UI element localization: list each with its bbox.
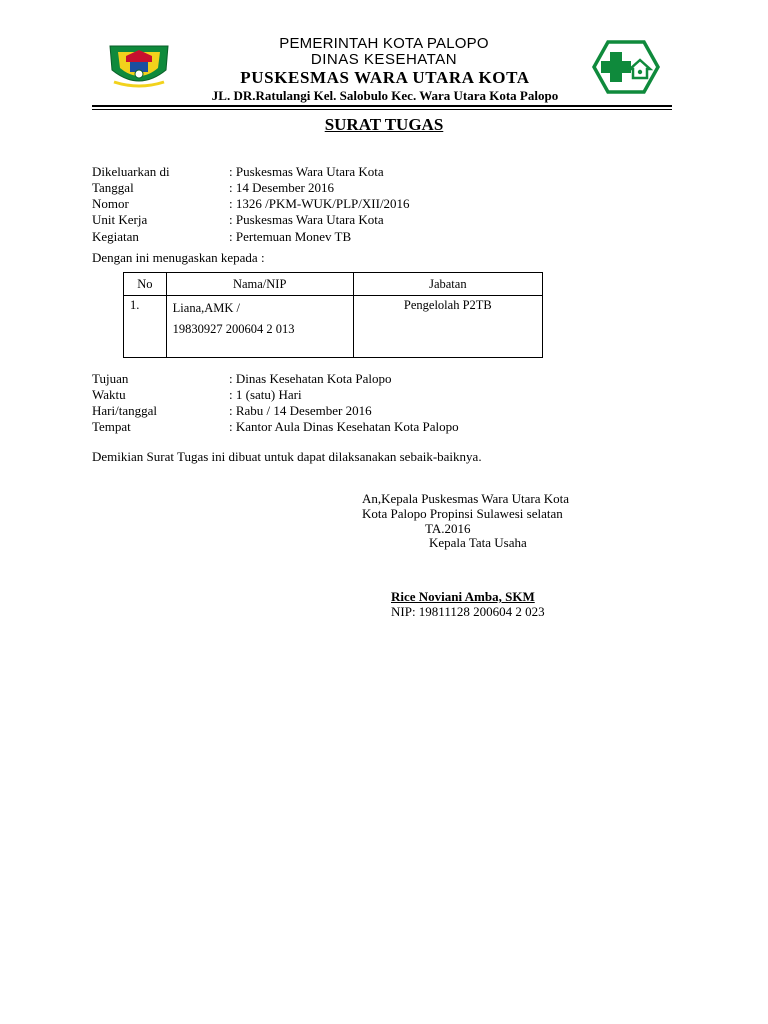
- info-label-unit: Unit Kerja: [92, 212, 148, 227]
- header-divider-thick: [92, 105, 672, 107]
- closing-statement: Demikian Surat Tugas ini dibuat untuk dapat dilaksanakan sebaik-baiknya.: [92, 449, 482, 464]
- table-row: [124, 296, 543, 358]
- puskesmas-cross-house-icon: [592, 40, 660, 94]
- assignee-name: Liana,AMK /: [172, 301, 241, 315]
- info-label-activity: Kegiatan: [92, 229, 139, 244]
- column-header-no: No: [124, 273, 167, 296]
- detail-value-destination: : Dinas Kesehatan Kota Palopo: [229, 371, 392, 386]
- signature-fiscal-year: TA.2016: [425, 521, 471, 536]
- header-government: PEMERINTAH KOTA PALOPO: [279, 35, 489, 52]
- info-value-number: : 1326 /PKM-WUK/PLP/XII/2016: [229, 196, 410, 211]
- info-label-number: Nomor: [92, 196, 129, 211]
- assignment-table: [123, 272, 543, 358]
- signatory-name: Rice Noviani Amba, SKM: [391, 589, 535, 604]
- signatory-nip: NIP: 19811128 200604 2 023: [391, 604, 545, 619]
- column-header-name: Nama/NIP: [166, 273, 353, 296]
- cell-position: [353, 296, 542, 358]
- info-value-activity: : Pertemuan Monev TB: [229, 229, 352, 244]
- header-institution: PUSKESMAS WARA UTARA KOTA: [240, 68, 530, 87]
- cell-no: [124, 296, 167, 358]
- document-title: SURAT TUGAS: [324, 115, 444, 134]
- info-label-issued: Dikeluarkan di: [92, 164, 170, 179]
- assignment-intro: Dengan ini menugaskan kepada :: [92, 250, 265, 265]
- column-header-position: Jabatan: [353, 273, 542, 296]
- assignee-position: Pengelolah P2TB: [403, 298, 492, 312]
- signature-title-line1: An,Kepala Puskesmas Wara Utara Kota: [362, 491, 570, 506]
- detail-value-place: : Kantor Aula Dinas Kesehatan Kota Palopo: [229, 419, 459, 434]
- detail-label-place: Tempat: [92, 419, 131, 434]
- detail-value-day-date: : Rabu / 14 Desember 2016: [229, 403, 372, 418]
- cell-name-nip: [166, 296, 353, 358]
- detail-value-duration: : 1 (satu) Hari: [229, 387, 302, 402]
- detail-label-destination: Tujuan: [92, 371, 129, 386]
- info-value-issued: : Puskesmas Wara Utara Kota: [229, 164, 384, 179]
- assignee-nip: 19830927 200604 2 013: [172, 322, 295, 336]
- header-divider-thin: [92, 109, 672, 110]
- info-value-date: : 14 Desember 2016: [229, 180, 335, 195]
- detail-label-day-date: Hari/tanggal: [92, 403, 157, 418]
- row-number: 1.: [130, 298, 140, 312]
- table-header-row: [124, 273, 543, 296]
- header-address: JL. DR.Ratulangi Kel. Salobulo Kec. Wara Utara Kota Palopo: [211, 88, 559, 103]
- signature-title-line2: Kota Palopo Propinsi Sulawesi selatan: [362, 506, 563, 521]
- header-department: DINAS KESEHATAN: [310, 51, 458, 68]
- detail-label-duration: Waktu: [92, 387, 126, 402]
- info-value-unit: : Puskesmas Wara Utara Kota: [229, 212, 384, 227]
- signature-position: Kepala Tata Usaha: [429, 535, 527, 550]
- info-label-date: Tanggal: [92, 180, 134, 195]
